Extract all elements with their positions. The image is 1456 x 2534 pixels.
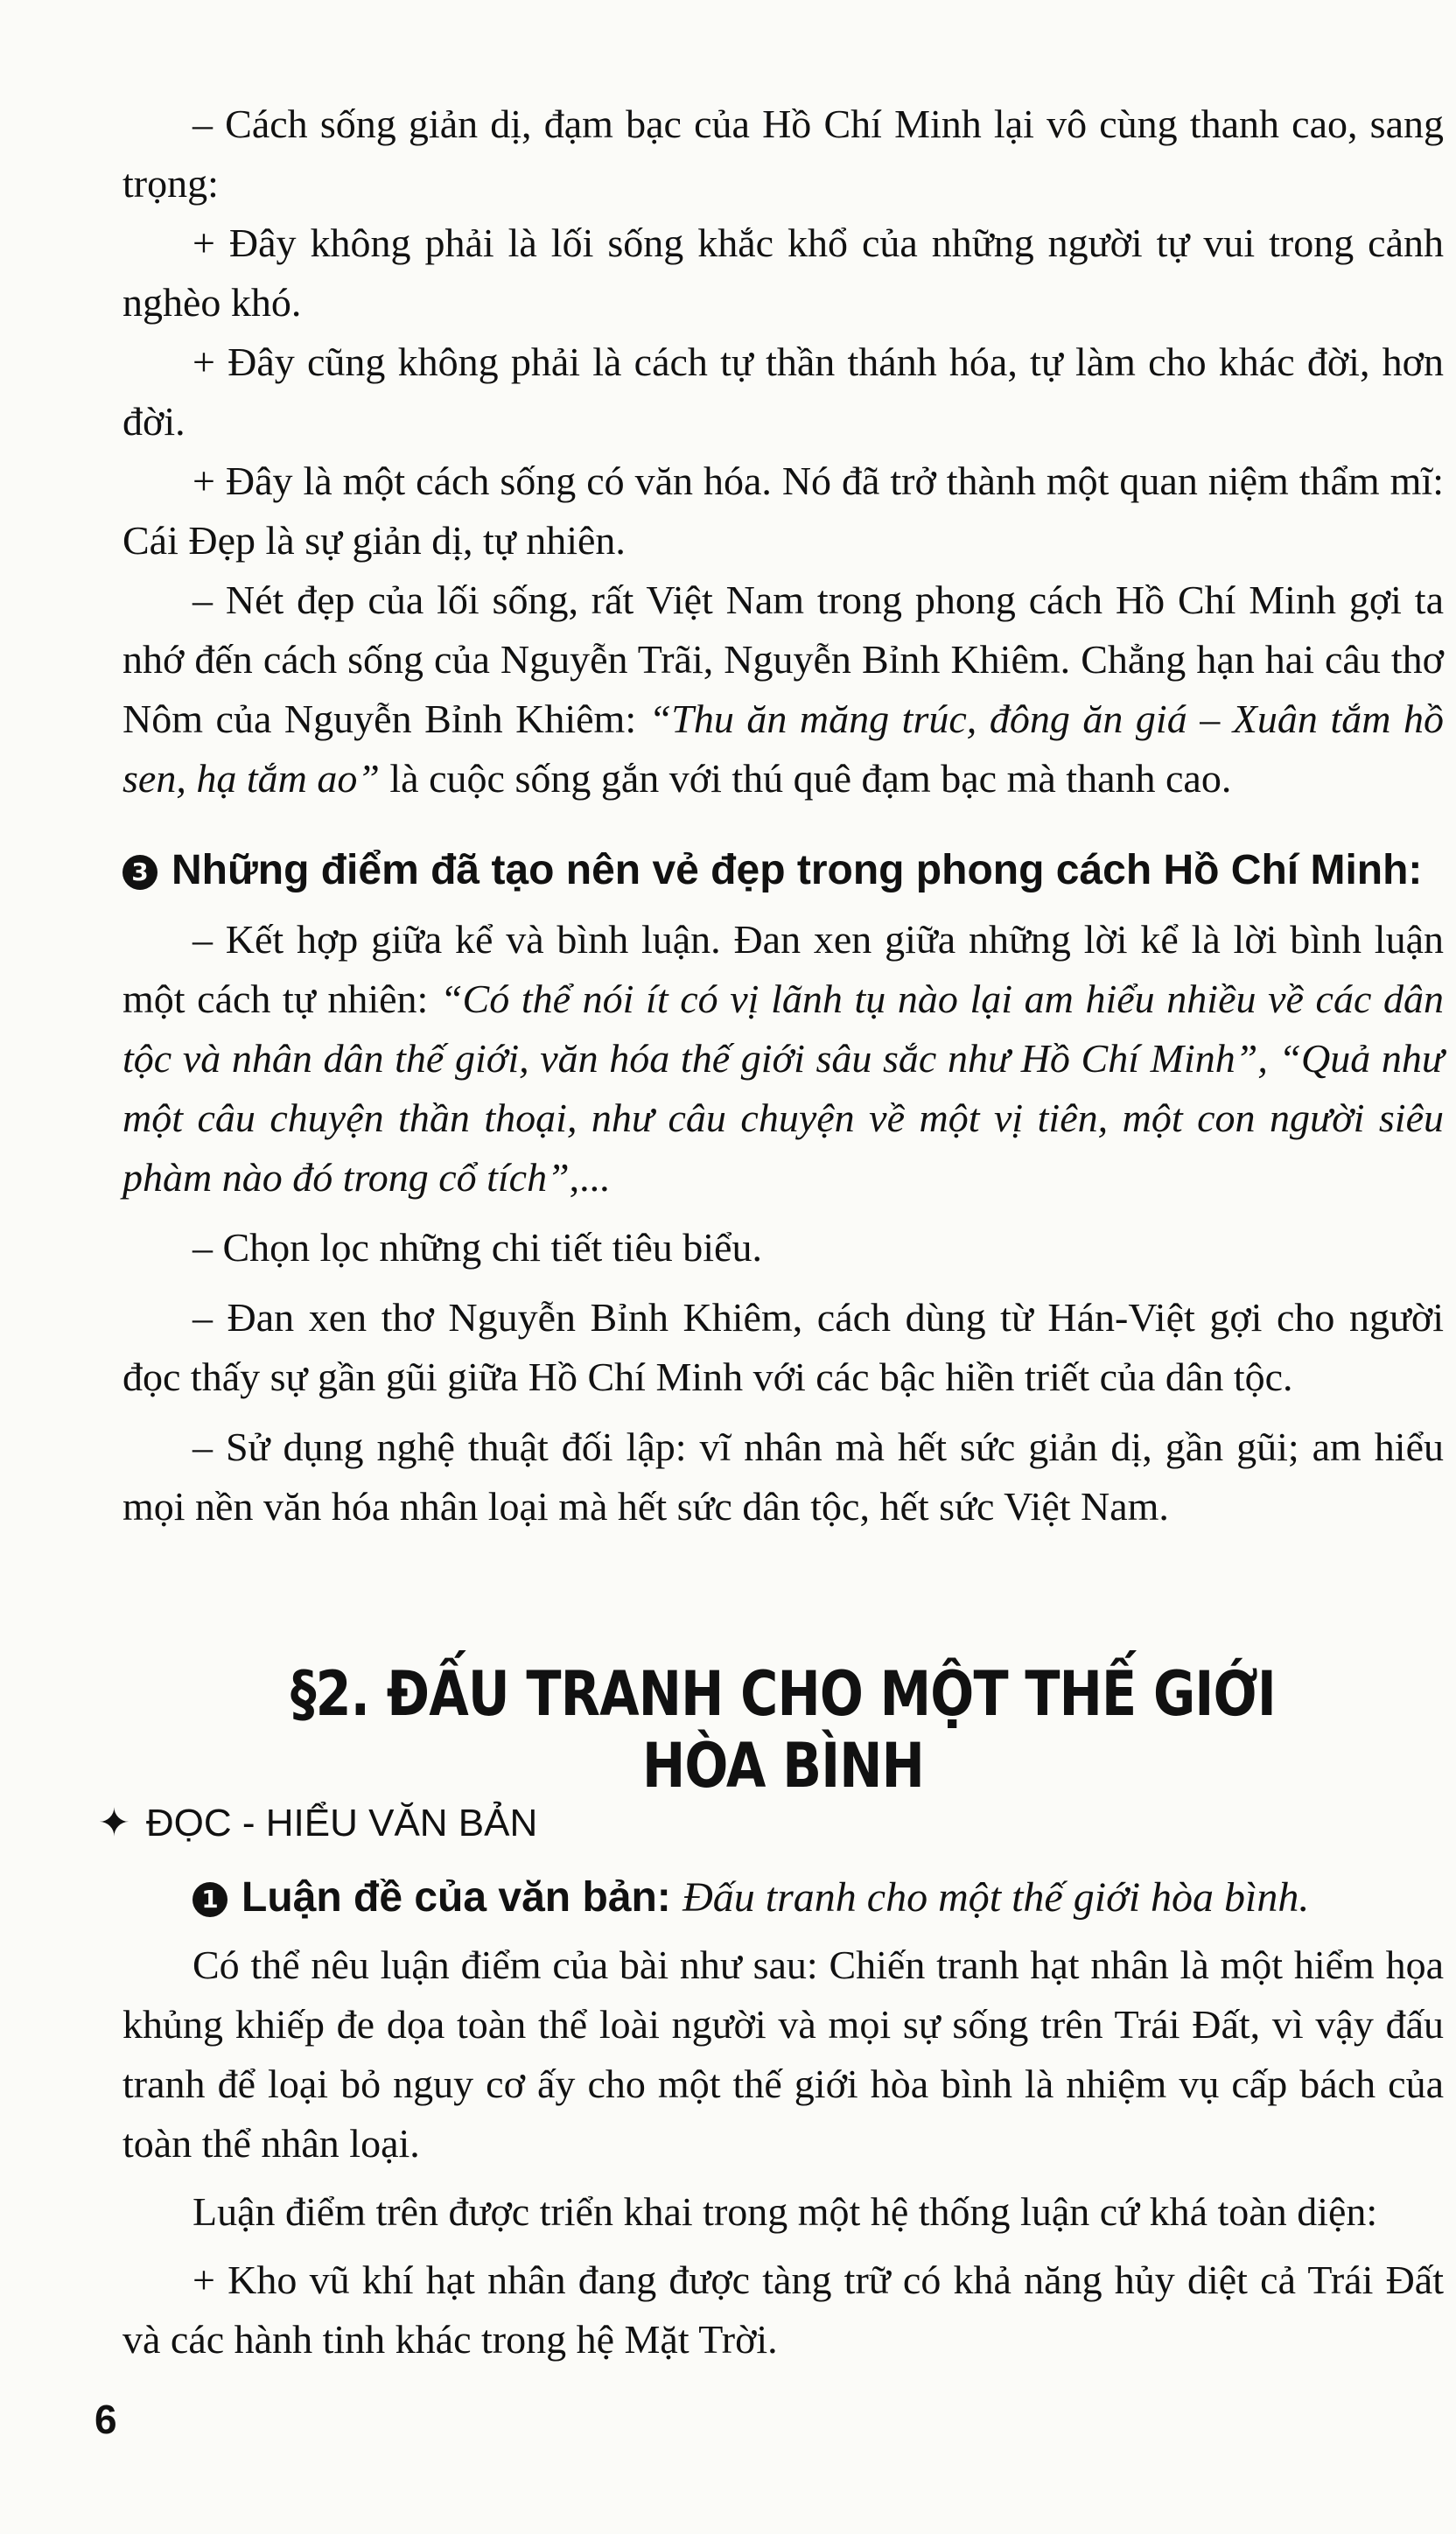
thesis-section bbox=[122, 1869, 1444, 2370]
beauty-section bbox=[122, 842, 1444, 1536]
lifestyle-section bbox=[122, 94, 1444, 808]
poem-quote: “Thu ăn măng trúc, đông ăn giá – Xuân tắm hồ sen, hạ tắm ao” bbox=[122, 696, 1444, 801]
paragraph bbox=[122, 570, 1444, 808]
heading-text: Những điểm đã tạo nên vẻ đẹp trong phong cách Hồ Chí Minh: bbox=[172, 847, 1423, 893]
star-icon: ✦ bbox=[98, 1802, 130, 1844]
text-run: ,... bbox=[569, 1155, 610, 1200]
thesis-value: Đấu tranh cho một thế giới hòa bình. bbox=[682, 1874, 1310, 1921]
section-title: §2. ĐẤU TRANH CHO MỘT THẾ GIỚI HÒA BÌNH bbox=[290, 1658, 1276, 1802]
paragraph: – Sử dụng nghệ thuật đối lập: vĩ nhân mà hết sức giản dị, gần gũi; am hiểu mọi nền văn hóa nhân loại mà hết sức dân tộc, hết sức Việt Nam. bbox=[122, 1424, 1444, 1529]
paragraph: + Kho vũ khí hạt nhân đang được tàng trữ có khả năng hủy diệt cả Trái Đất và các hành tinh khác trong hệ Mặt Trời. bbox=[122, 2258, 1444, 2362]
subsection-heading bbox=[122, 842, 1444, 900]
page-number: 6 bbox=[94, 2397, 117, 2442]
paragraph: Luận điểm trên được triển khai trong một hệ thống luận cứ khá toàn diện: bbox=[192, 2189, 1378, 2234]
text-run: – Kết hợp giữa kể và bình luận. Đan xen giữa những lời kể là lời bình luận một cách tự nhiên: bbox=[122, 917, 1444, 1021]
text-run: là cuộc sống gắn với thú quê đạm bạc mà thanh cao. bbox=[379, 756, 1232, 801]
paragraph: – Cách sống giản dị, đạm bạc của Hồ Chí Minh lại vô cùng thanh cao, sang trọng: bbox=[122, 102, 1444, 206]
text-run: – Nét đẹp của lối sống, rất Việt Nam trong phong cách Hồ Chí Minh gợi ta nhớ đến cách sống của Nguyễn Trãi, Nguyễn Bỉnh Khiêm. Chẳng hạn hai câu thơ Nôm của Nguyễn Bỉnh Khiêm: bbox=[122, 578, 1444, 741]
reading-label: ĐỌC - HIỂU VĂN BẢN bbox=[145, 1802, 538, 1844]
heading-label: Luận đề của văn bản: bbox=[242, 1874, 671, 1921]
number-badge: 1 bbox=[192, 1882, 228, 1917]
number-badge: 3 bbox=[122, 855, 158, 890]
reading-header bbox=[98, 1801, 537, 1845]
paragraph: + Đây là một cách sống có văn hóa. Nó đã trở thành một quan niệm thẩm mĩ: Cái Đẹp là sự giản dị, tự nhiên. bbox=[122, 458, 1444, 563]
paragraph: Có thể nêu luận điểm của bài như sau: Chiến tranh hạt nhân là một hiểm họa khủng khiếp đe dọa toàn thể loài người và mọi sự sống trên Trái Đất, vì vậy đấu tranh để loại bỏ nguy cơ ấy cho một thế giới hòa bình là nhiệm vụ cấp bách của toàn thể nhân loại. bbox=[122, 1942, 1444, 2166]
paragraph: – Chọn lọc những chi tiết tiêu biểu. bbox=[192, 1225, 762, 1270]
paragraph: – Đan xen thơ Nguyễn Bỉnh Khiêm, cách dùng từ Hán-Việt gợi cho người đọc thấy sự gần gũi giữa Hồ Chí Minh với các bậc hiền triết của dân tộc. bbox=[122, 1295, 1444, 1399]
paragraph: + Đây cũng không phải là cách tự thần thánh hóa, tự làm cho khác đời, hơn đời. bbox=[122, 340, 1444, 444]
subsection-heading bbox=[122, 1869, 1444, 1927]
paragraph: + Đây không phải là lối sống khắc khổ của những người tự vui trong cảnh nghèo khó. bbox=[122, 220, 1444, 325]
paragraph bbox=[122, 910, 1444, 1208]
quote-text: “Có thể nói ít có vị lãnh tụ nào lại am hiểu nhiều về các dân tộc và nhân dân thế giới, văn hóa thế giới sâu sắc như Hồ Chí Minh”, “Quả như một câu chuyện thần thoại, như câu chuyện về một vị tiên, một con người siêu phàm nào đó trong cổ tích” bbox=[122, 976, 1444, 1200]
